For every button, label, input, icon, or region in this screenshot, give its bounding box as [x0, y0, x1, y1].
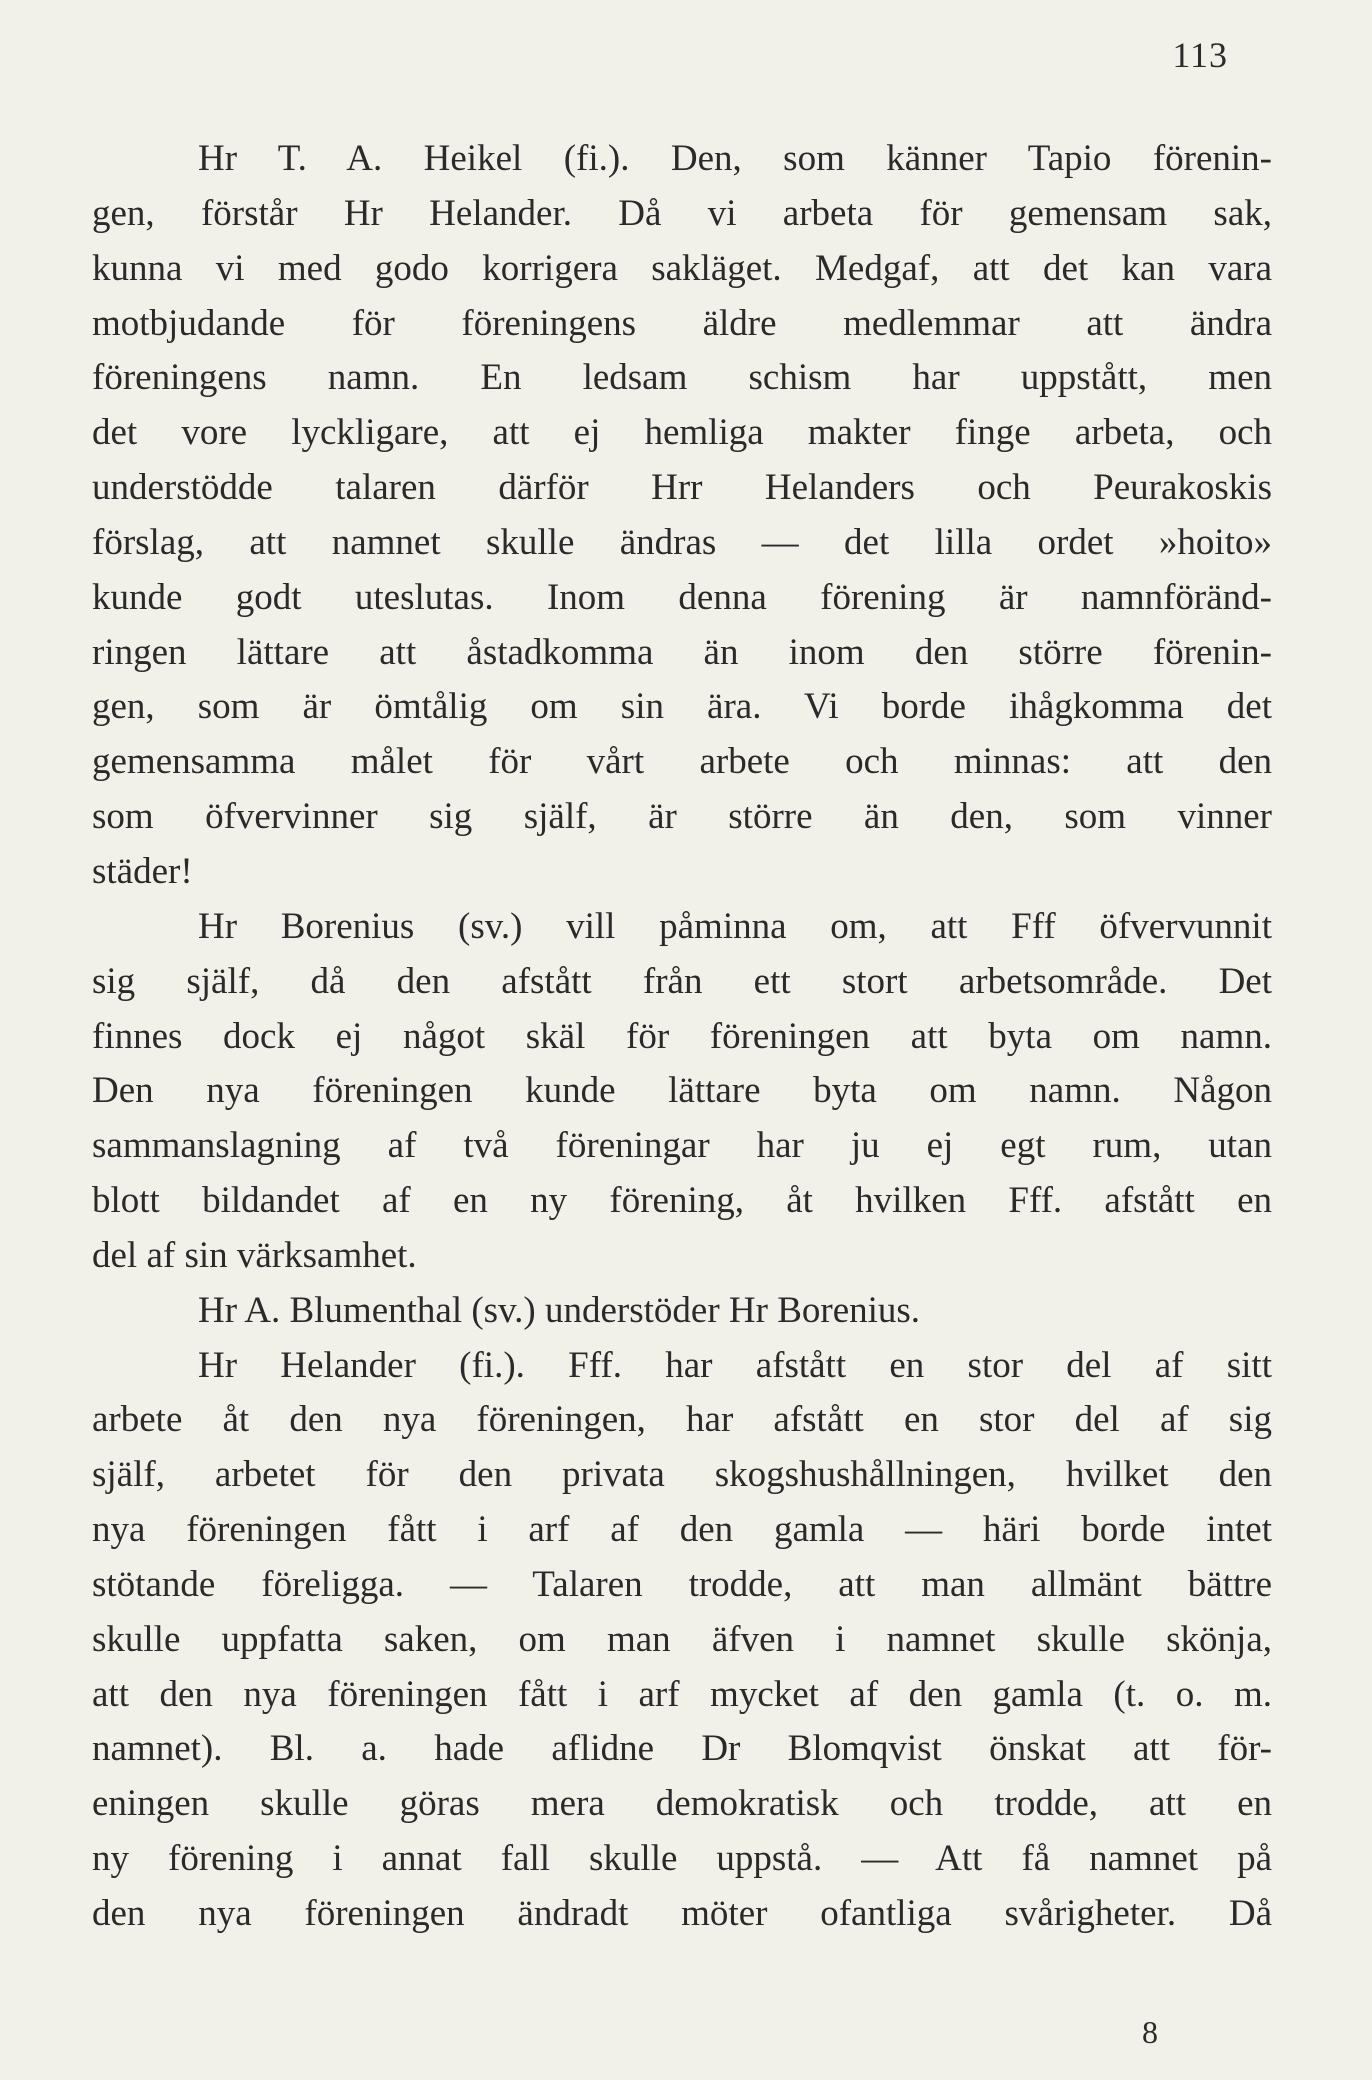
text-line: kunna vi med godo korrigera sakläget. Medgaf, att det kan vara [92, 247, 1272, 289]
text-line: arbete åt den nya föreningen, har afstått en stor del af sig [92, 1399, 1272, 1441]
text-line: skulle uppfatta saken, om man äfven i namnet skulle skönja, [92, 1618, 1272, 1660]
text-line: kunde godt uteslutas. Inom denna förening är namnföränd- [92, 576, 1272, 618]
page-number: 113 [1172, 35, 1228, 75]
text-line: Den nya föreningen kunde lättare byta om namn. Någon [92, 1070, 1272, 1112]
text-line: Hr Helander (fi.). Fff. har afstått en stor del af sitt [198, 1344, 1272, 1386]
text-line: ny förening i annat fall skulle uppstå. — Att få namnet på [92, 1838, 1272, 1880]
body-text [92, 132, 1272, 1942]
signature-mark: 8 [1142, 2014, 1158, 2050]
text-line: att den nya föreningen fått i arf mycket af den gamla (t. o. m. [92, 1673, 1272, 1715]
text-line: Hr A. Blumenthal (sv.) understöder Hr Borenius. [198, 1289, 921, 1331]
text-line: ringen lättare att åstadkomma än inom den större förenin- [92, 631, 1272, 673]
text-line: föreningens namn. En ledsam schism har uppstått, men [92, 357, 1272, 399]
text-line: motbjudande för föreningens äldre medlemmar att ändra [92, 302, 1272, 344]
text-line: själf, arbetet för den privata skogshushållningen, hvilket den [92, 1454, 1272, 1496]
text-line: blott bildandet af en ny förening, åt hvilken Fff. afstått en [92, 1180, 1272, 1222]
text-line: gen, förstår Hr Helander. Då vi arbeta för gemensam sak, [92, 192, 1272, 234]
text-line: den nya föreningen ändradt möter ofantliga svårigheter. Då [92, 1893, 1272, 1934]
text-line: namnet). Bl. a. hade aflidne Dr Blomqvist önskat att för- [92, 1728, 1272, 1770]
text-line: Hr Borenius (sv.) vill påminna om, att Fff öfvervunnit [198, 905, 1272, 947]
text-line: gen, som är ömtålig om sin ära. Vi borde ihågkomma det [92, 686, 1272, 728]
text-line: Hr T. A. Heikel (fi.). Den, som känner Tapio förenin- [198, 138, 1272, 179]
text-line: nya föreningen fått i arf af den gamla — häri borde intet [92, 1509, 1272, 1551]
text-line: stötande föreligga. — Talaren trodde, att man allmänt bättre [92, 1563, 1272, 1605]
text-line: förslag, att namnet skulle ändras — det lilla ordet »hoito» [92, 521, 1272, 563]
text-line: eningen skulle göras mera demokratisk och trodde, att en [92, 1783, 1272, 1825]
text-line: sig själf, då den afstått från ett stort arbetsområde. Det [92, 960, 1272, 1002]
text-line: del af sin värksamhet. [92, 1234, 417, 1276]
text-line: understödde talaren därför Hrr Helanders och Peurakoskis [92, 467, 1272, 509]
text-line: det vore lyckligare, att ej hemliga makter finge arbeta, och [92, 412, 1272, 454]
text-line: sammanslagning af två föreningar har ju ej egt rum, utan [92, 1125, 1272, 1167]
text-line: gemensamma målet för vårt arbete och minnas: att den [92, 741, 1272, 783]
text-line: finnes dock ej något skäl för föreningen att byta om namn. [92, 1015, 1272, 1057]
text-line: städer! [92, 850, 193, 892]
text-line: som öfvervinner sig själf, är större än den, som vinner [92, 796, 1272, 838]
